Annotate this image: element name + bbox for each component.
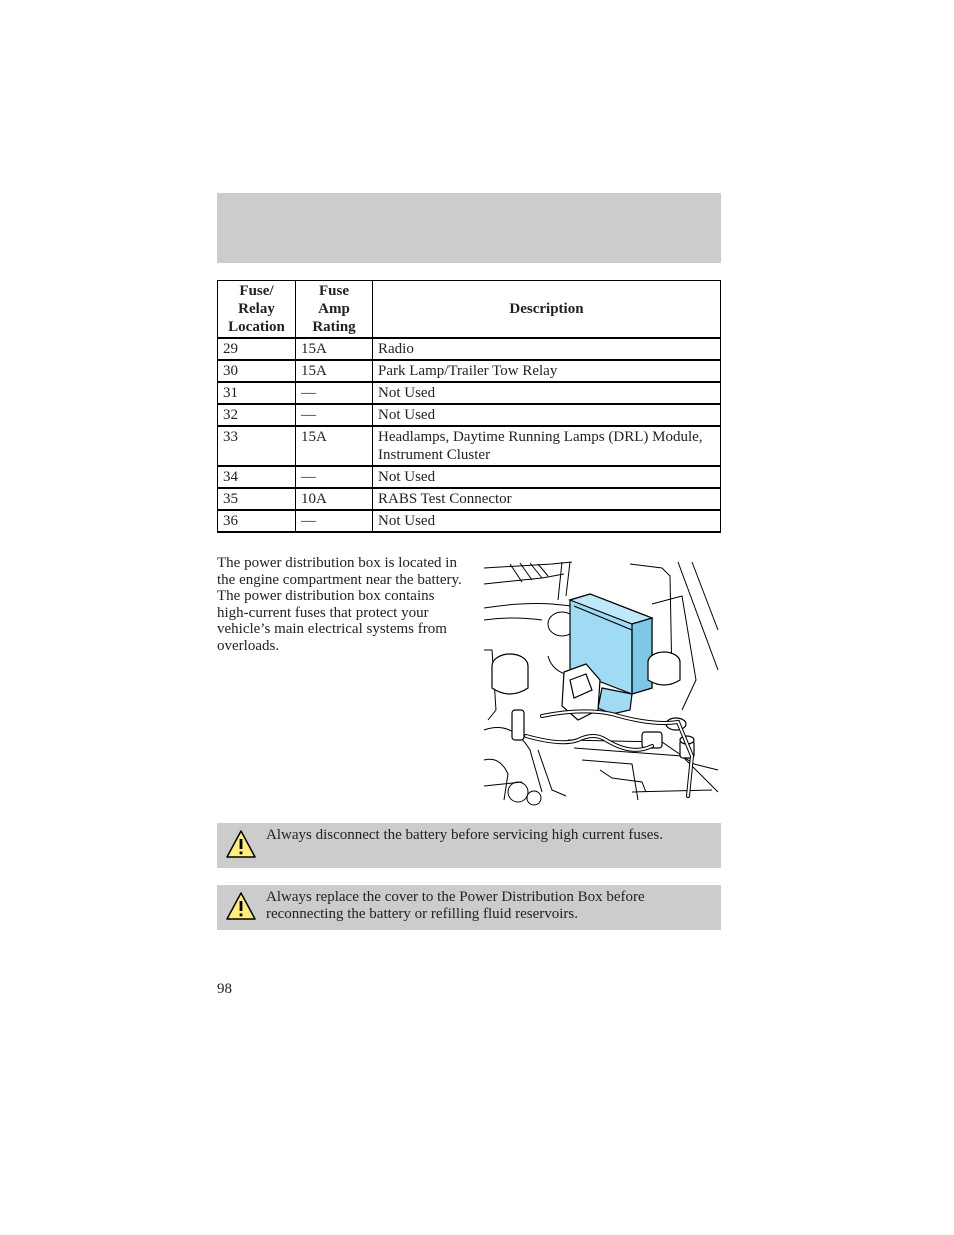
table-header-row: [218, 281, 721, 339]
cell-description: Park Lamp/Trailer Tow Relay: [373, 360, 721, 382]
engine-compartment-illustration: [482, 560, 720, 806]
cell-location: 35: [218, 488, 296, 510]
table-row: [218, 466, 721, 488]
cell-description: Not Used: [373, 510, 721, 532]
header-band: [217, 193, 721, 263]
table-row: [218, 382, 721, 404]
cell-description: RABS Test Connector: [373, 488, 721, 510]
header-location: Fuse/ Relay Location: [218, 281, 296, 339]
cell-location: 36: [218, 510, 296, 532]
cell-description: Not Used: [373, 382, 721, 404]
cell-amp: 15A: [296, 360, 373, 382]
cell-amp: —: [296, 466, 373, 488]
cell-amp: —: [296, 510, 373, 532]
cell-amp: 15A: [296, 426, 373, 466]
cell-location: 29: [218, 338, 296, 360]
fuse-table: [217, 280, 721, 533]
cell-location: 30: [218, 360, 296, 382]
cell-location: 34: [218, 466, 296, 488]
table-row: [218, 510, 721, 532]
cell-description: Not Used: [373, 404, 721, 426]
cell-description: Not Used: [373, 466, 721, 488]
warning-box-replace-cover: [217, 885, 721, 930]
warning-text: Always disconnect the battery before servicing high current fuses.: [266, 827, 663, 843]
warning-box-disconnect-battery: [217, 823, 721, 868]
page-number: 98: [217, 981, 232, 997]
cell-amp: 10A: [296, 488, 373, 510]
warning-triangle-icon: [225, 829, 257, 859]
table-row: [218, 488, 721, 510]
cell-amp: —: [296, 404, 373, 426]
warning-text: Always replace the cover to the Power Distribution Box before reconnecting the battery or refilling fluid reservoirs.: [266, 889, 645, 922]
header-amp-rating: Fuse Amp Rating: [296, 281, 373, 339]
cell-description: Radio: [373, 338, 721, 360]
table-row: [218, 426, 721, 466]
table-row: [218, 360, 721, 382]
cell-description: Headlamps, Daytime Running Lamps (DRL) Module, Instrument Cluster: [373, 426, 721, 466]
table-row: [218, 338, 721, 360]
cell-location: 31: [218, 382, 296, 404]
cell-location: 33: [218, 426, 296, 466]
cell-amp: —: [296, 382, 373, 404]
cell-amp: 15A: [296, 338, 373, 360]
power-distribution-paragraph: The power distribution box is located in the engine compartment near the battery. The power distribution box contains high-current fuses that protect your vehicle’s main electrical systems from overloads.: [217, 555, 462, 654]
table-row: [218, 404, 721, 426]
header-description: Description: [373, 281, 721, 339]
warning-triangle-icon: [225, 891, 257, 921]
cell-location: 32: [218, 404, 296, 426]
